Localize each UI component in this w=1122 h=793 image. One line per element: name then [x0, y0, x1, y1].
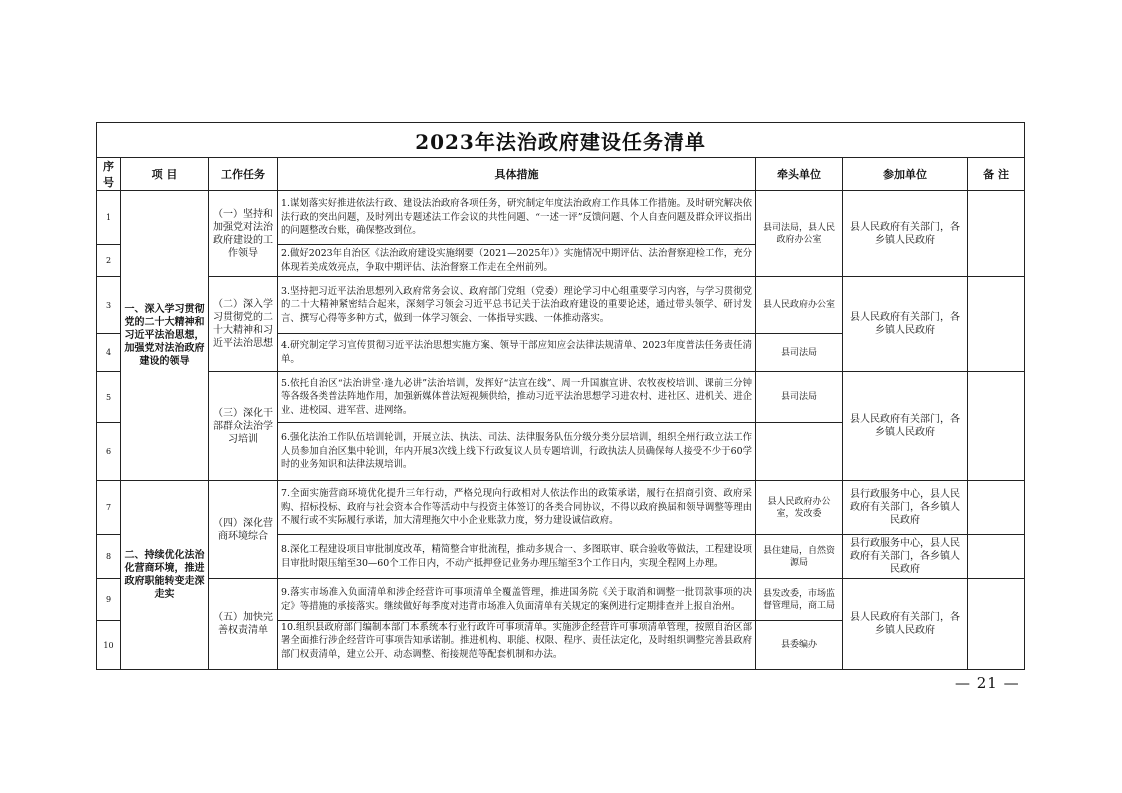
task-cell: （二）深入学习贯彻党的二十大精神和习近平法治思想 — [209, 277, 278, 372]
header-index: 序号 — [97, 158, 121, 191]
measure-cell: 5.依托自治区“法治讲堂·逢九必讲”法治培训，发挥好“法宣在线”、周一升国旗宣讲、农牧夜校培训、课前三分钟等各级各类普法阵地作用，加强新媒体普法短视频供给，推动习近平法治思想学习进农村、进社区、进机关、进企业、进校园、进军营、进网络。 — [278, 372, 756, 423]
task-cell: （三）深化干部群众法治学习培训 — [209, 372, 278, 481]
task-list-table — [96, 122, 1025, 670]
participant-cell: 县人民政府有关部门，各乡镇人民政府 — [843, 191, 968, 277]
header-lead: 牵头单位 — [756, 158, 843, 191]
lead-cell: 县发改委，市场监督管理局，商工局 — [756, 579, 843, 621]
table-row — [97, 372, 1025, 423]
row-number: 3 — [97, 277, 121, 334]
remark-cell — [968, 535, 1025, 579]
header-task: 工作任务 — [209, 158, 278, 191]
table-row — [97, 277, 1025, 334]
header-participant: 参加单位 — [843, 158, 968, 191]
lead-cell: 县住建局，自然资源局 — [756, 535, 843, 579]
measure-cell: 3.坚持把习近平法治思想列入政府常务会议、政府部门党组（党委）理论学习中心组重要学习内容，与学习贯彻党的二十大精神紧密结合起来，深刻学习领会习近平总书记关于法治政府建设的重要论述，通过带头领学、研讨发言、撰写心得等多种方式，做到一体学习领会、一体指导实践、一体推动落实。 — [278, 277, 756, 334]
measure-cell: 8.深化工程建设项目审批制度改革，精简整合审批流程，推动多规合一、多图联审、联合验收等做法，工程建设项目审批时限压缩至30—60个工作日内，不动产抵押登记业务办理压缩至3个工作日内，实现全程网上办理。 — [278, 535, 756, 579]
lead-cell: 县司法局 — [756, 372, 843, 423]
row-number: 4 — [97, 334, 121, 372]
remark-cell — [968, 579, 1025, 670]
measure-cell: 4.研究制定学习宣传贯彻习近平法治思想实施方案、领导干部应知应会法律法规清单、2023年度普法任务责任清单。 — [278, 334, 756, 372]
measure-cell: 7.全面实施营商环境优化提升三年行动，严格兑现向行政相对人依法作出的政策承诺，履行在招商引资、政府采购、招标投标、政府与社会资本合作等活动中与投资主体签订的各类合同协议，不得以政府换届和领导调整等理由不履行或不实际履行承诺，加大清理拖欠中小企业账款力度，努力建设诚信政府。 — [278, 481, 756, 535]
measure-cell: 9.落实市场准入负面清单和涉企经营许可事项清单全覆盖管理，推进国务院《关于取消和调整一批罚款事项的决定》等措施的承接落实。继续做好每季度对违背市场准入负面清单有关规定的案例进行定期排查并上报自治州。 — [278, 579, 756, 621]
document-page — [96, 122, 1024, 670]
header-row — [97, 158, 1025, 191]
task-cell: （一）坚持和加强党对法治政府建设的工作领导 — [209, 191, 278, 277]
measure-cell: 1.谋划落实好推进依法行政、建设法治政府各项任务，研究制定年度法治政府工作具体工作措施。及时研究解决依法行政的突出问题，及时列出专题述法工作会议的共性问题、“一述一评”反馈问题、个人自查问题及群众评议指出的问题整改台账，确保整改到位。 — [278, 191, 756, 245]
participant-cell: 县人民政府有关部门，各乡镇人民政府 — [843, 277, 968, 372]
row-number: 8 — [97, 535, 121, 579]
measure-text: 10.组织县政府部门编制本部门本系统本行业行政许可事项清单。实施涉企经营许可事项清单管理，按照自治区部署全面推行涉企经营许可事项告知承诺制。推进机构、职能、权限、程序、责任法定化，及时组织调整完善县政府部门权责清单，建立公开、动态调整、衔接规范等配套机制和办法。 — [281, 622, 752, 660]
table-row — [97, 481, 1025, 535]
group-cell: 一、深入学习贯彻党的二十大精神和习近平法治思想，加强党对法治政府建设的领导 — [121, 191, 209, 481]
page-number: — 21 — — [955, 674, 1020, 692]
row-number: 6 — [97, 423, 121, 481]
table-row — [97, 191, 1025, 245]
row-number: 10 — [97, 621, 121, 670]
participant-cell: 县行政服务中心，县人民政府有关部门，各乡镇人民政府 — [843, 481, 968, 535]
row-number: 7 — [97, 481, 121, 535]
task-cell: （四）深化营商环境综合 — [209, 481, 278, 579]
lead-cell: 县委编办 — [756, 621, 843, 670]
row-number: 2 — [97, 245, 121, 277]
measure-cell: 2.做好2023年自治区《法治政府建设实施纲要（2021—2025年）》实施情况中期评估、法治督察迎检工作，充分体现若美成效亮点，争取中期评估、法治督察工作走在全州前列。 — [278, 245, 756, 277]
lead-cell: 县人民政府办公室，发改委 — [756, 481, 843, 535]
participant-cell: 县行政服务中心，县人民政府有关部门，各乡镇人民政府 — [843, 535, 968, 579]
participant-cell: 县人民政府有关部门，各乡镇人民政府 — [843, 372, 968, 481]
header-measure: 具体措施 — [278, 158, 756, 191]
table-row — [97, 579, 1025, 621]
remark-cell — [968, 372, 1025, 481]
lead-cell: 县人民政府办公室 — [756, 277, 843, 334]
measure-cell: 6.强化法治工作队伍培训轮训，开展立法、执法、司法、法律服务队伍分级分类分层培训，组织全州行政立法工作人员参加自治区集中轮训，年内开展3次线上线下行政复议人员专题培训，行政执法人员确保每人接受不少于60学时的业务知识和法律法规培训。 — [278, 423, 756, 481]
row-number: 5 — [97, 372, 121, 423]
lead-cell: 县司法局，县人民政府办公室 — [756, 191, 843, 277]
row-number: 1 — [97, 191, 121, 245]
header-item: 项 目 — [121, 158, 209, 191]
task-cell: （五）加快完善权责清单 — [209, 579, 278, 670]
lead-cell: 县司法局 — [756, 334, 843, 372]
remark-cell — [968, 191, 1025, 277]
table-title: 2023年法治政府建设任务清单 — [97, 123, 1025, 158]
participant-cell: 县人民政府有关部门，各乡镇人民政府 — [843, 579, 968, 670]
lead-cell — [756, 423, 843, 481]
group-cell: 二、持续优化法治化营商环境，推进政府职能转变走深走实 — [121, 481, 209, 670]
row-number: 9 — [97, 579, 121, 621]
remark-cell — [968, 481, 1025, 535]
header-remark: 备 注 — [968, 158, 1025, 191]
measure-cell — [278, 621, 756, 670]
remark-cell — [968, 277, 1025, 372]
